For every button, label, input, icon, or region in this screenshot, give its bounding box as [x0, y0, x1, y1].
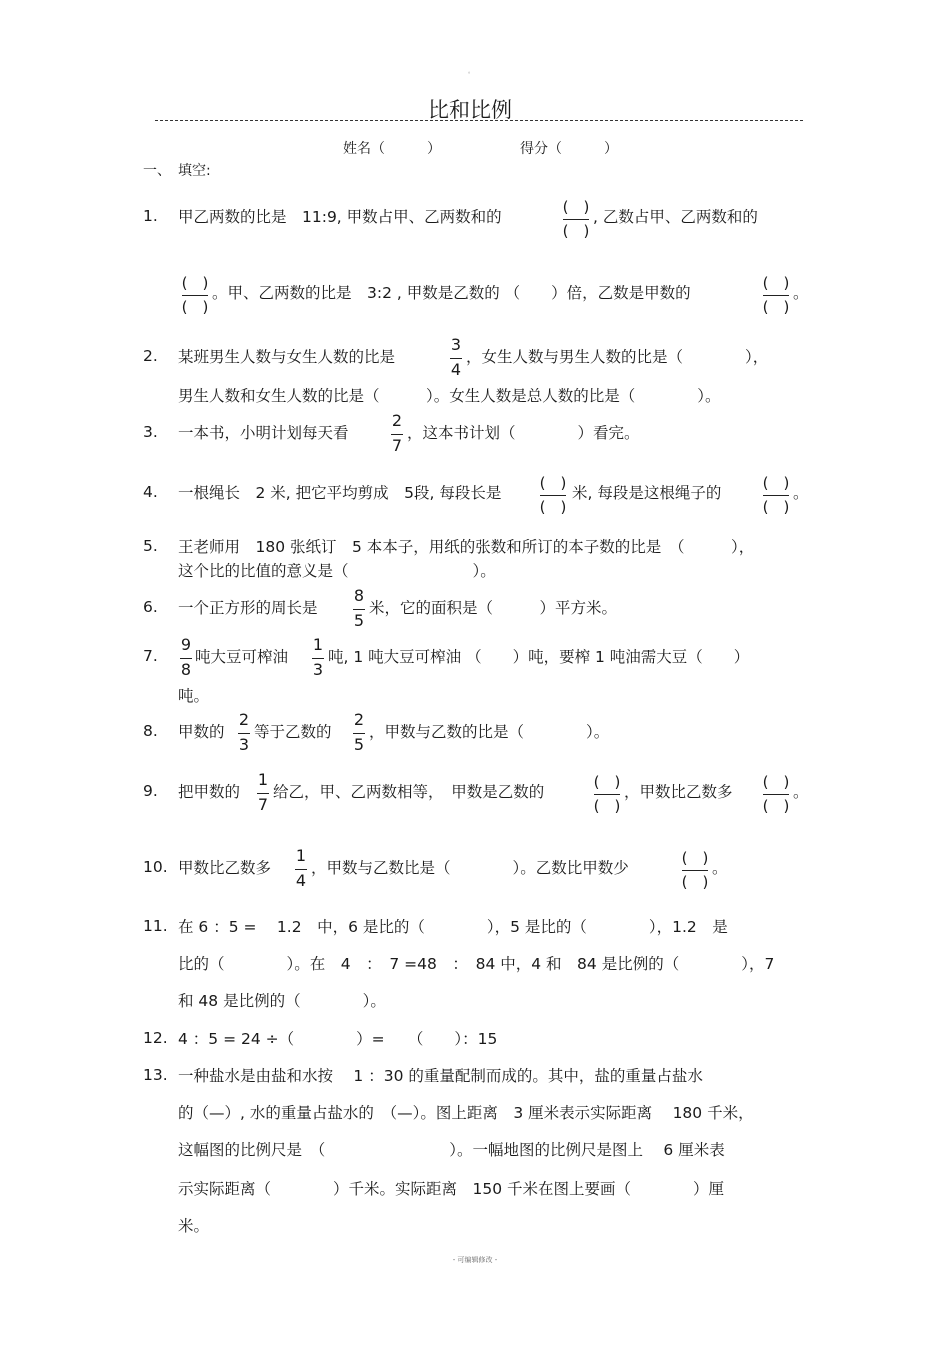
- fraction: 2 5: [353, 710, 365, 754]
- fraction: 1 4: [295, 846, 307, 890]
- q1-number: 1.: [143, 207, 158, 225]
- q10-text-b: ，甲数与乙数比是（ ）。乙数比甲数少: [311, 859, 629, 877]
- q4-text-b: 米, 每段是这根绳子的: [572, 484, 722, 502]
- q8-text-b: 等于乙数的: [254, 723, 332, 741]
- title-divider: [155, 120, 803, 121]
- q9-text-d: 。: [793, 783, 809, 801]
- fraction: 1 7: [257, 770, 269, 814]
- q8-text-c: ，甲数与乙数的比是（ ）。: [369, 723, 610, 741]
- q11-number: 11.: [143, 917, 168, 935]
- q2-number: 2.: [143, 347, 158, 365]
- q5-text-b: 这个比的比值的意义是（ ）。: [178, 562, 496, 580]
- q7-text-a: 吨大豆可榨油: [195, 648, 289, 666]
- q9-text-a: 把甲数的: [178, 783, 241, 801]
- q12-number: 12.: [143, 1029, 168, 1047]
- blank-fraction: ( ) ( ): [539, 474, 567, 516]
- q13-text-e: 米。: [178, 1217, 210, 1235]
- q8-number: 8.: [143, 722, 158, 740]
- q4-text-a: 一根绳长 2 米, 把它平均剪成 5段, 每段长是: [178, 484, 502, 502]
- q6-text-a: 一个正方形的周长是: [178, 599, 318, 617]
- q13-text-b: 的（—）, 水的重量占盐水的 （—）。图上距离 3 厘米表示实际距离 180 千米，: [178, 1104, 754, 1122]
- q1-text-b: , 乙数占甲、乙两数和的: [593, 208, 758, 226]
- q13-text-a: 一种盐水是由盐和水按 1 ：30 的重量配制而成的。其中，盐的重量占盐水: [178, 1067, 703, 1085]
- fraction: 2 7: [391, 411, 403, 455]
- score-field: 得分（ ）: [520, 141, 618, 157]
- blank-fraction: ( ) ( ): [681, 849, 709, 891]
- blank-fraction: ( ) ( ): [562, 198, 590, 240]
- q5-text-a: 王老师用 180 张纸订 5 本本子，用纸的张数和所订的本子数的比是 （ ），: [178, 538, 755, 556]
- q1-text-c: 。甲、乙两数的比是 3:2 , 甲数是乙数的 （ ）倍，乙数是甲数的: [212, 284, 691, 302]
- top-mark: 。: [468, 68, 475, 75]
- blank-fraction: ( ) ( ): [593, 773, 621, 815]
- q10-text-c: 。: [712, 859, 728, 877]
- q11-text-a: 在 6 ：5 = 1.2 中，6 是比的（ ），5 是比的（ ），1.2 是: [178, 918, 728, 936]
- q3-number: 3.: [143, 423, 158, 441]
- q4-text-c: 。: [793, 484, 809, 502]
- name-field: 姓名（ ）: [343, 141, 441, 157]
- q6-number: 6.: [143, 598, 158, 616]
- q2-text-b: ，女生人数与男生人数的比是（ ），: [466, 348, 769, 366]
- q13-number: 13.: [143, 1066, 168, 1084]
- q11-text-c: 和 48 是比例的（ ）。: [178, 992, 386, 1010]
- q10-number: 10.: [143, 858, 168, 876]
- q7-number: 7.: [143, 647, 158, 665]
- section-heading: 一、 填空:: [143, 163, 211, 179]
- q8-text-a: 甲数的: [178, 723, 225, 741]
- blank-fraction: ( ) ( ): [762, 274, 790, 316]
- q7-text-b: 吨, 1 吨大豆可榨油 （ ）吨，要榨 1 吨油需大豆（ ）: [328, 648, 750, 666]
- page-title: 比和比例: [428, 98, 512, 122]
- fraction: 8 5: [353, 586, 365, 630]
- q10-text-a: 甲数比乙数多: [178, 859, 272, 877]
- q7-text-c: 吨。: [178, 687, 210, 705]
- q2-text-a: 某班男生人数与女生人数的比是: [178, 348, 396, 366]
- blank-fraction: ( ) ( ): [762, 474, 790, 516]
- q13-text-c: 这幅图的比例尺是 （ ）。一幅地图的比例尺是图上 6 厘米表: [178, 1141, 725, 1159]
- q5-number: 5.: [143, 537, 158, 555]
- blank-fraction: ( ) ( ): [181, 274, 209, 316]
- q6-text-b: 米，它的面积是（ ）平方米。: [369, 599, 618, 617]
- fraction: 9 8: [180, 635, 192, 679]
- blank-fraction: ( ) ( ): [762, 773, 790, 815]
- fraction: 1 3: [312, 635, 324, 679]
- fraction: 2 3: [238, 710, 250, 754]
- page-footer: - 可编辑修改 -: [452, 1256, 498, 1264]
- q1-text-a: 甲乙两数的比是 11:9, 甲数占甲、乙两数和的: [178, 208, 502, 226]
- q2-text-c: 男生人数和女生人数的比是（ ）。女生人数是总人数的比是（ ）。: [178, 387, 721, 405]
- q4-number: 4.: [143, 483, 158, 501]
- fraction: 3 4: [450, 335, 462, 379]
- q11-text-b: 比的（ ）。在 4 ： 7 =48 ： 84 中，4 和 84 是比例的（ ），7: [178, 955, 775, 973]
- q9-text-b: 给乙，甲、乙两数相等， 甲数是乙数的: [273, 783, 545, 801]
- q1-text-d: 。: [793, 284, 809, 302]
- q3-text-a: 一本书，小明计划每天看: [178, 424, 349, 442]
- q13-text-d: 示实际距离（ ）千米。实际距离 150 千米在图上要画（ ）厘: [178, 1180, 725, 1198]
- q9-text-c: ，甲数比乙数多: [624, 783, 733, 801]
- q12-text-a: 4 ：5 = 24 ÷（ ）= （ ）：15: [178, 1030, 498, 1048]
- q3-text-b: ，这本书计划（ ）看完。: [407, 424, 640, 442]
- q9-number: 9.: [143, 782, 158, 800]
